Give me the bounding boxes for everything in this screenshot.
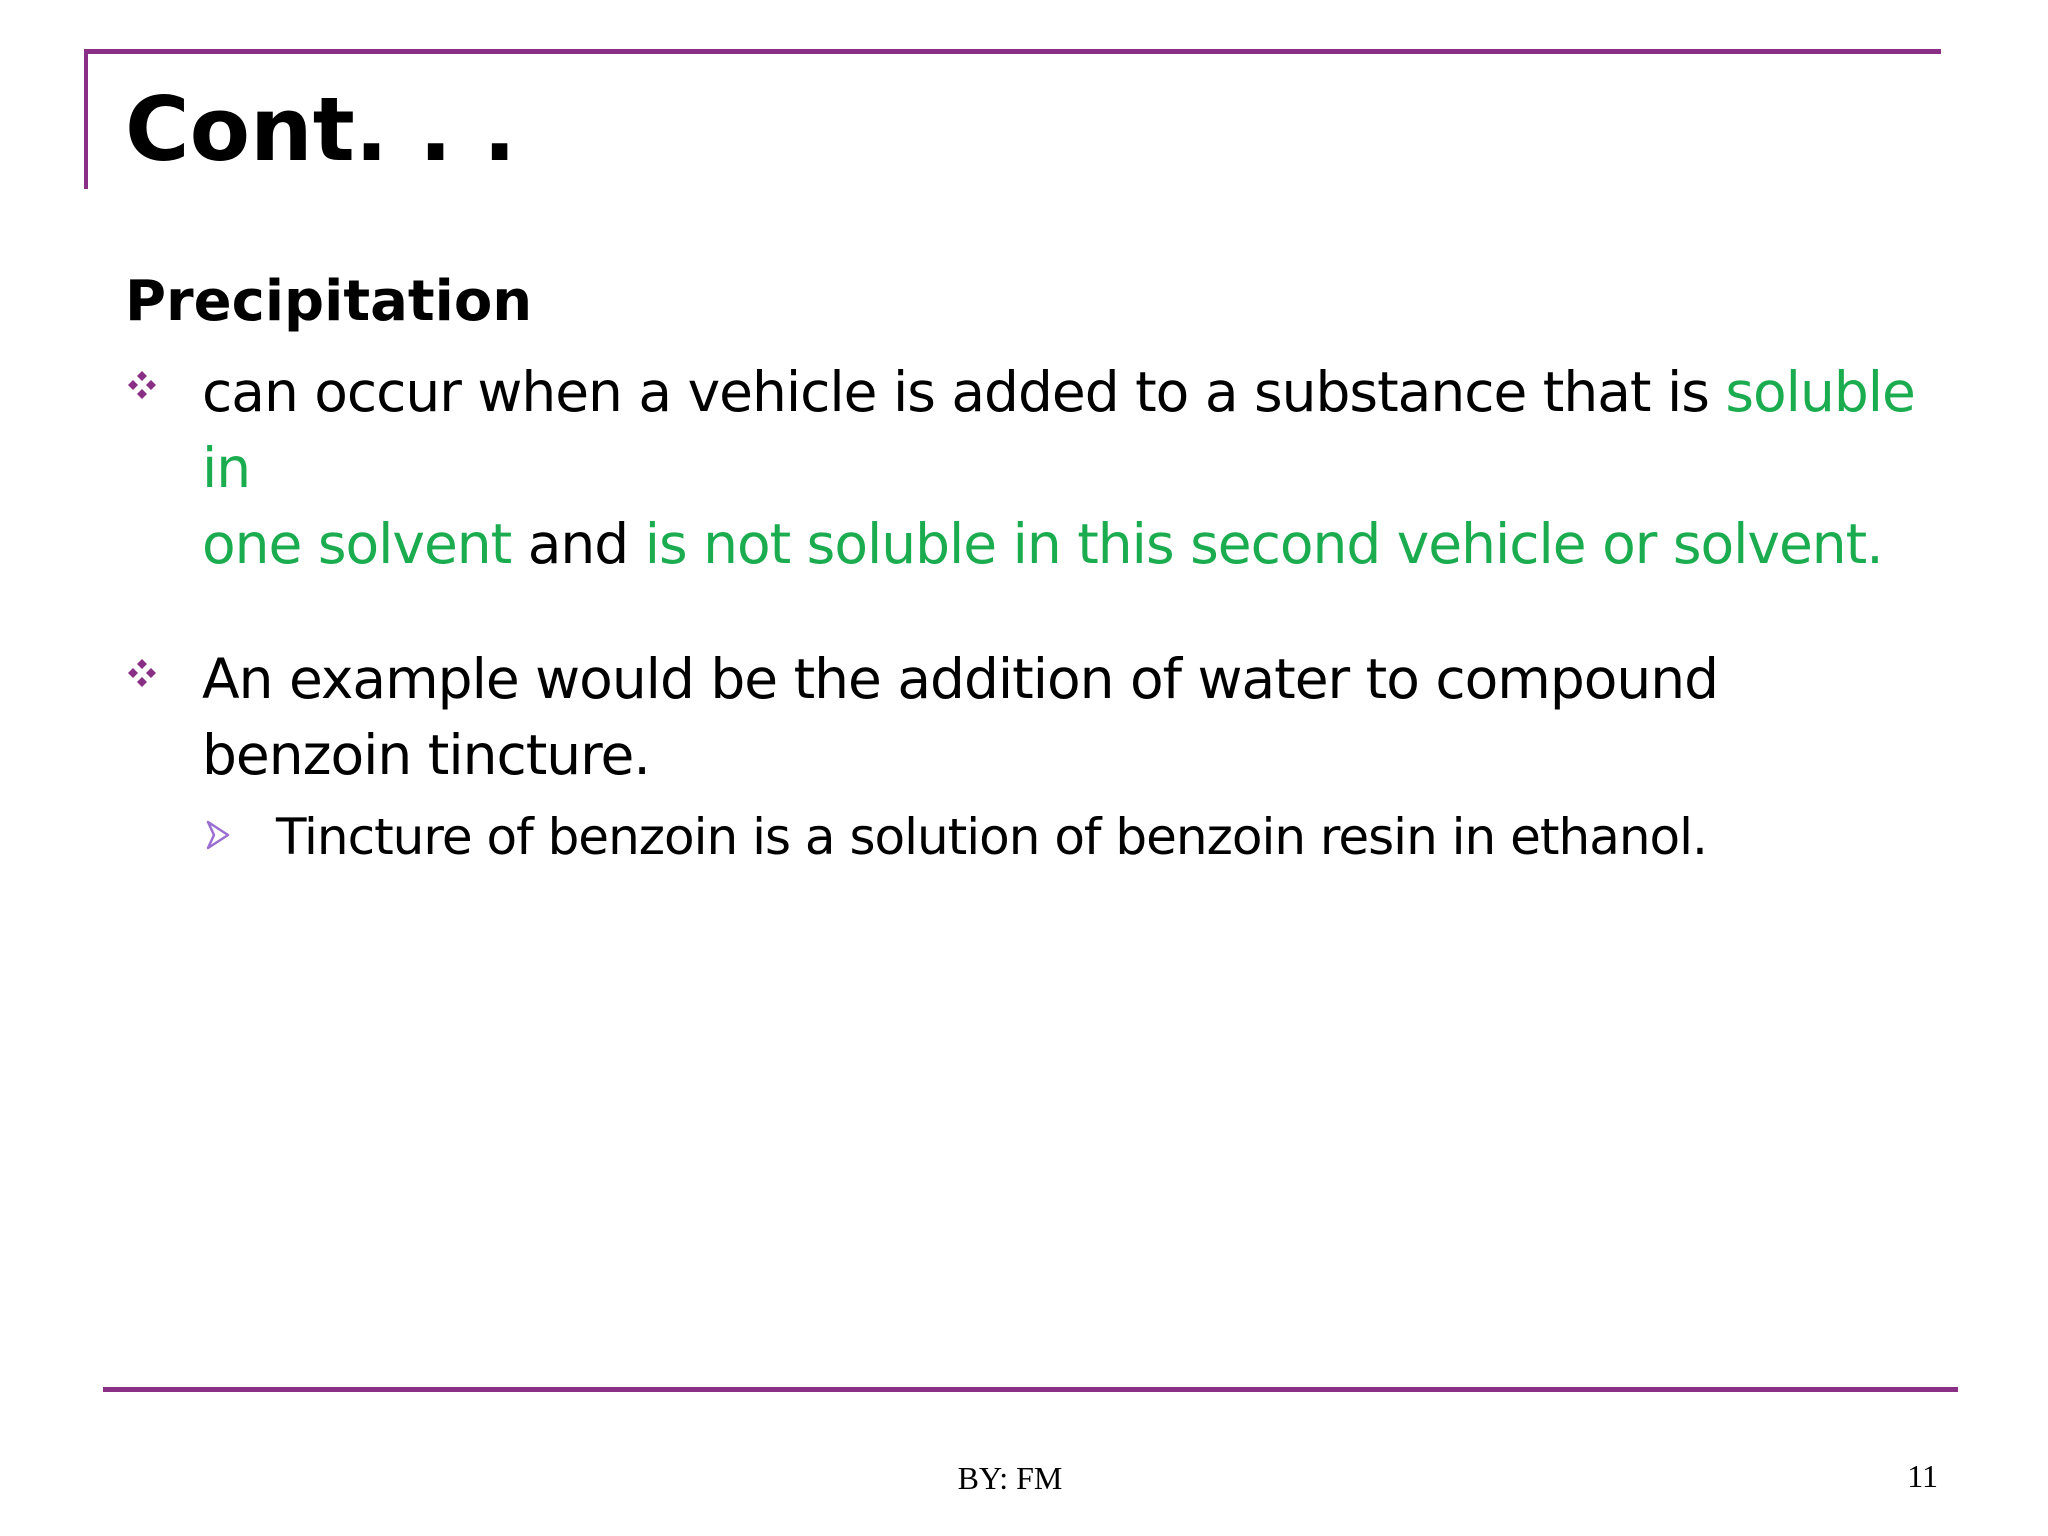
bullet-1-line-3	[202, 506, 1922, 582]
bullet-paragraph-2	[202, 641, 1882, 793]
bottom-rule	[103, 1387, 1958, 1392]
slide-title: Cont. . .	[125, 78, 517, 181]
bullet-2-line-1: An example would be the addition of water to compound	[202, 647, 1719, 711]
bullet-paragraph-1	[202, 354, 1922, 582]
bullet-1-highlight-not-soluble: is not soluble in this second vehicle or solvent.	[644, 512, 1883, 576]
page-number: 11	[1907, 1458, 1938, 1494]
section-heading: Precipitation	[125, 269, 533, 334]
four-diamond-bullet-icon	[125, 367, 159, 401]
footer-author: BY: FM	[957, 1460, 1063, 1496]
top-rule	[84, 49, 1941, 54]
arrowhead-bullet-icon	[206, 820, 230, 850]
bullet-1-line-1	[202, 354, 1922, 430]
bullet-1-highlight-in: in	[202, 436, 251, 500]
bullet-1-highlight-one-solvent: one solvent	[202, 512, 512, 576]
sub-bullet-text: Tincture of benzoin is a solution of benzoin resin in ethanol.	[276, 808, 1707, 866]
bullet-1-text-and: and	[511, 512, 645, 576]
bullet-1-highlight-soluble: soluble	[1725, 360, 1915, 424]
bullet-2-line-2: benzoin tincture.	[202, 723, 650, 787]
four-diamond-bullet-icon	[125, 655, 159, 689]
left-rule	[84, 49, 88, 189]
bullet-1-text-a: can occur when a vehicle is added to a substance that is	[202, 360, 1726, 424]
